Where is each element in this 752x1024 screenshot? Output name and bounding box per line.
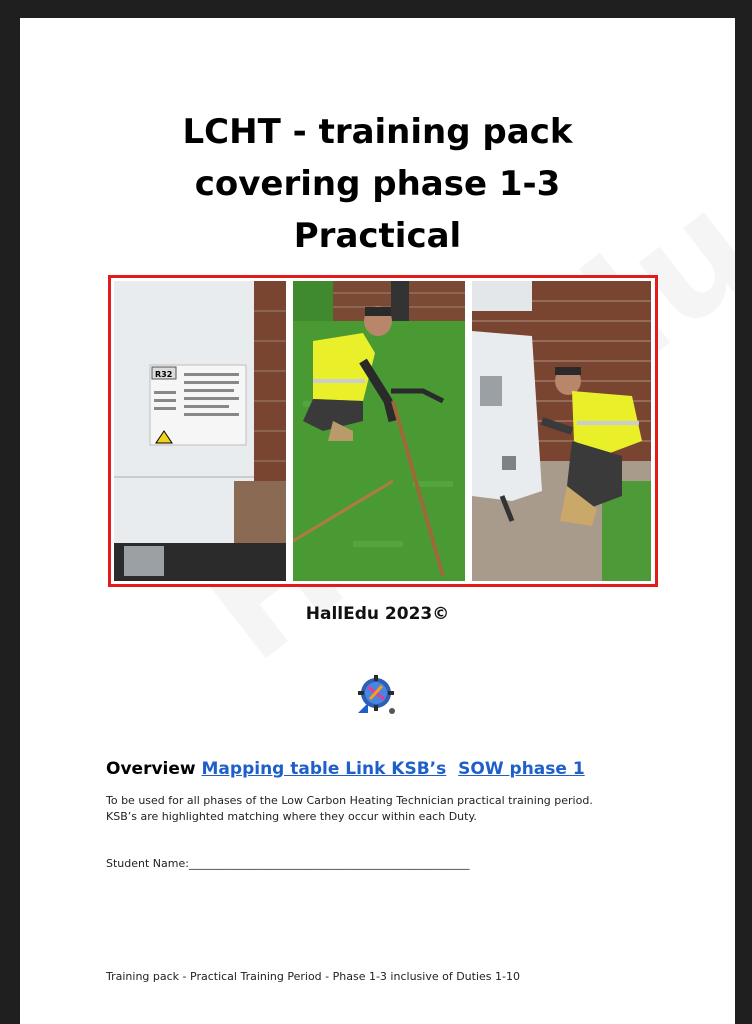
refrigerant-label: R32 — [155, 370, 173, 379]
photo-strip — [108, 275, 658, 587]
page-title — [20, 106, 735, 262]
title-line-3: Practical — [293, 216, 462, 256]
overview-section — [106, 759, 585, 779]
description-line-1: To be used for all phases of the Low Carbon Heating Technician practical training period. — [106, 794, 593, 807]
document-page — [20, 18, 735, 1024]
mapping-table-link[interactable]: Mapping table Link KSB’s — [201, 759, 447, 779]
copyright-notice: HallEdu 2023© — [305, 604, 450, 624]
overview-label: Overview — [106, 759, 196, 779]
student-name-blank[interactable]: ___________________________________________________ — [188, 857, 470, 870]
description-line-2: KSB’s are highlighted matching where they occur within each Duty. — [106, 810, 477, 823]
student-name-row — [106, 857, 469, 870]
title-line-1: LCHT - training pack — [182, 112, 573, 152]
description — [106, 793, 666, 825]
title-line-2: covering phase 1-3 — [194, 164, 561, 204]
page-footer: Training pack - Practical Training Period - Phase 1-3 inclusive of Duties 1-10 — [106, 970, 520, 983]
student-name-label: Student Name: — [106, 857, 189, 870]
halledu-logo-icon — [354, 673, 398, 717]
sow-phase-1-link[interactable]: SOW phase 1 — [458, 759, 585, 779]
technician-unit-install-photo — [472, 281, 651, 581]
heat-pump-label-photo — [114, 281, 286, 581]
technician-pipework-photo — [293, 281, 465, 581]
